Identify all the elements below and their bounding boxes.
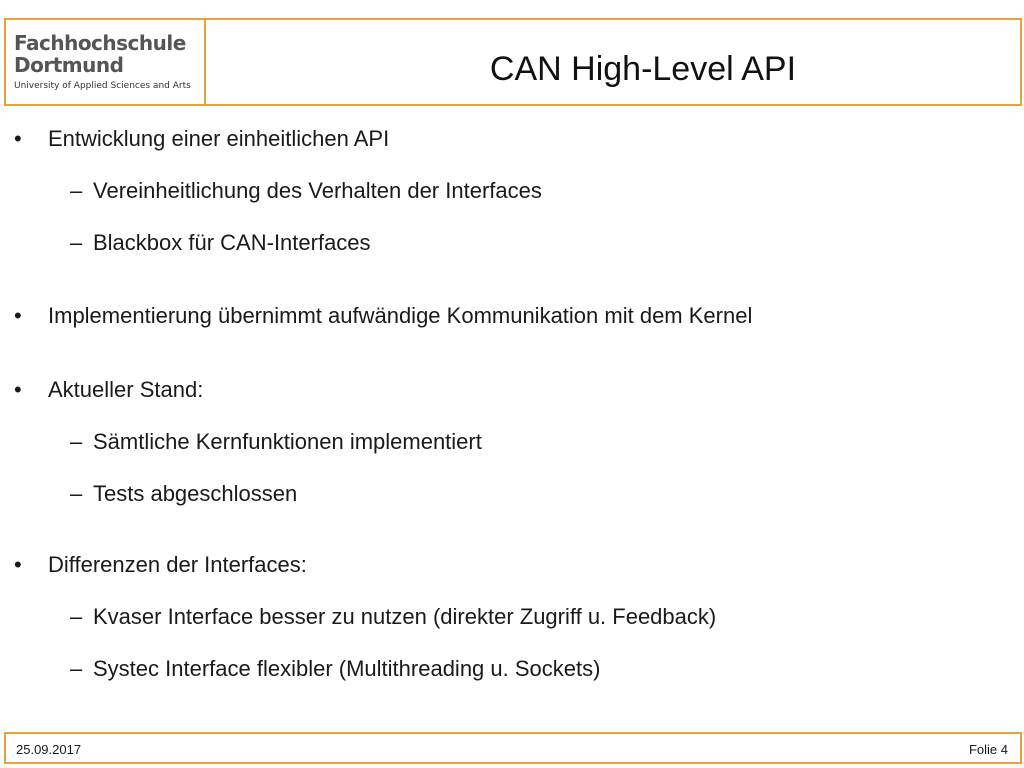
logo-line-1: Fachhochschule	[14, 31, 186, 55]
logo-line-2: Dortmund	[14, 53, 124, 77]
sub-bullet-text: Systec Interface flexibler (Multithreading u. Sockets)	[93, 656, 601, 681]
dash-marker: –	[70, 656, 83, 681]
university-logo	[6, 20, 206, 104]
dash-marker: –	[70, 604, 83, 629]
footer-date: 25.09.2017	[16, 742, 82, 757]
dash-marker: –	[70, 230, 83, 255]
sub-bullet-text: Tests abgeschlossen	[93, 481, 298, 506]
bullet-marker: •	[14, 377, 22, 402]
sub-bullet-text: Sämtliche Kernfunktionen implementiert	[93, 429, 482, 454]
dash-marker: –	[70, 429, 83, 454]
slide-number: Folie 4	[968, 742, 1008, 757]
sub-bullet-text: Blackbox für CAN-Interfaces	[93, 230, 371, 255]
slide-header	[4, 18, 1022, 106]
dash-marker: –	[70, 481, 83, 506]
bullet-text: Implementierung übernimmt aufwändige Kommunikation mit dem Kernel	[48, 303, 753, 328]
logo-subtitle: University of Applied Sciences and Arts	[14, 81, 191, 91]
slide-title: CAN High-Level API	[489, 50, 797, 88]
bullet-text: Differenzen der Interfaces:	[48, 552, 307, 577]
dash-marker: –	[70, 178, 83, 203]
sub-bullet-text: Kvaser Interface besser zu nutzen (direkter Zugriff u. Feedback)	[93, 604, 717, 629]
bullet-marker: •	[14, 303, 22, 328]
bullet-text: Aktueller Stand:	[48, 377, 204, 402]
bullet-marker: •	[14, 126, 22, 151]
bullet-text: Entwicklung einer einheitlichen API	[48, 126, 390, 151]
slide-footer	[4, 732, 1022, 764]
bullet-marker: •	[14, 552, 22, 577]
sub-bullet-text: Vereinheitlichung des Verhalten der Interfaces	[93, 178, 542, 203]
